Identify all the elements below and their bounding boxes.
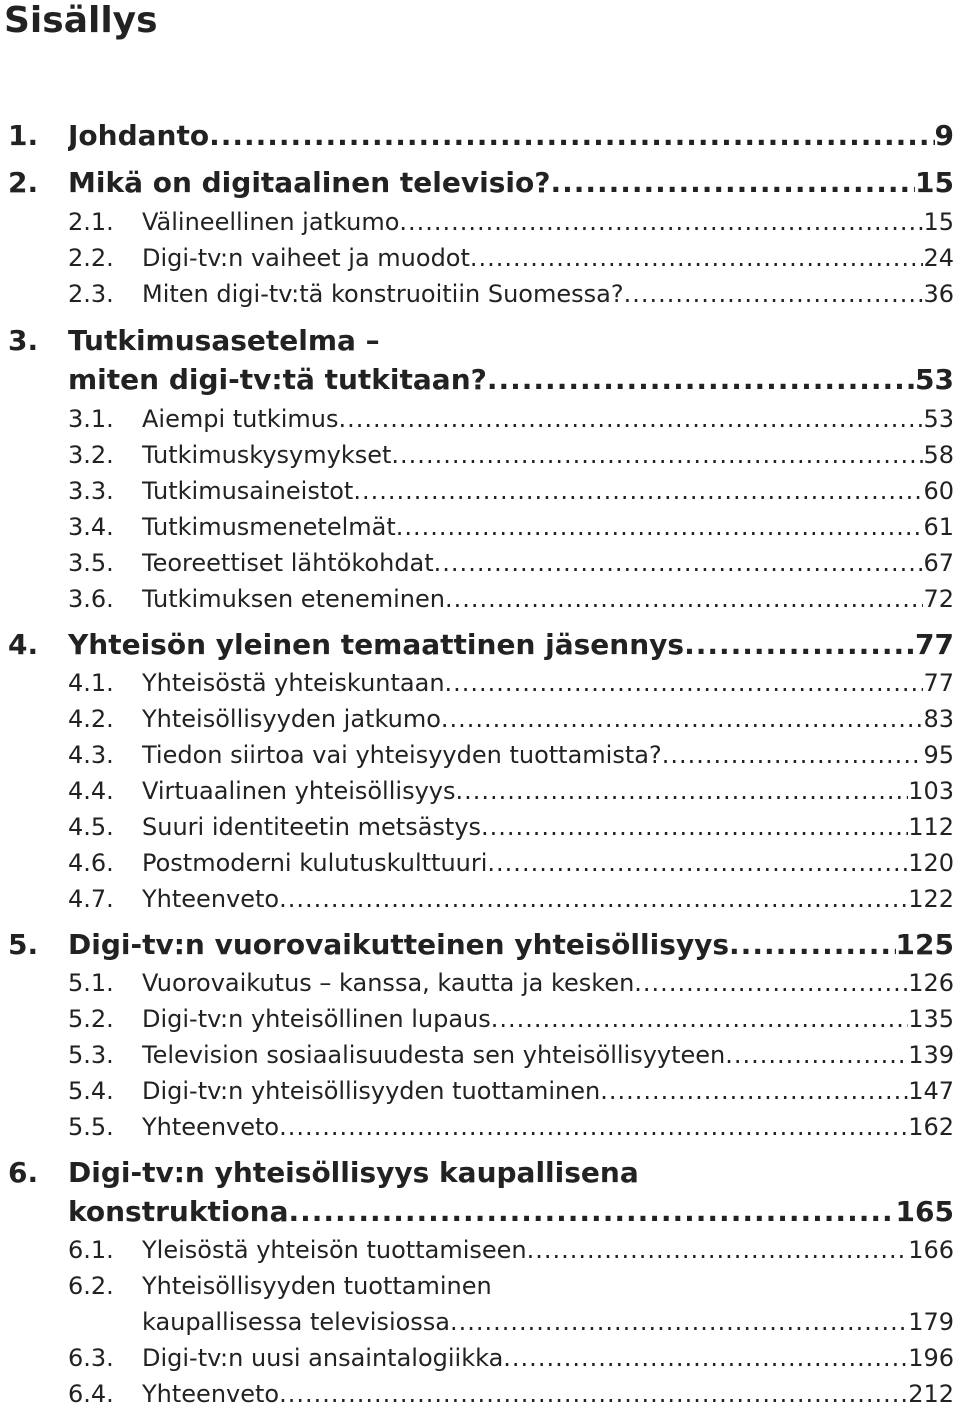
toc-entry-title: kaupallisessa televisiossa [142,1308,451,1336]
toc-entry-title: Yhteenveto [142,885,280,913]
toc-number: 3.3. [68,477,114,505]
toc-chapter-row [0,165,960,201]
toc-entry-title: Postmoderni kulutuskulttuuri [142,849,488,877]
toc-entry [142,401,954,437]
toc-entry-title: Tutkimusaineistot [142,477,354,505]
toc-page-number: 36 [923,280,954,308]
toc-page-number: 139 [908,1041,954,1069]
toc-section-row [0,773,960,809]
toc-page-number: 135 [908,1005,954,1033]
toc-number: 4.5. [68,813,114,841]
toc-entry [142,437,954,473]
toc-entry [142,1304,954,1340]
toc-entry [142,1109,954,1145]
dot-leader [434,545,924,581]
dot-leader [279,1109,908,1145]
toc-number: 1. [8,119,39,152]
toc-section-row [0,665,960,701]
toc-entry [142,1340,954,1376]
dot-leader [600,1073,908,1109]
toc-page-number: 179 [908,1308,954,1336]
toc-entry-title: Aiempi tutkimus [142,405,339,433]
dot-leader [487,845,908,881]
toc-entry-title: Tutkimuskysymykset [142,441,392,469]
toc-entry-title: Teoreettiset lähtökohdat [142,549,434,577]
toc-entry [142,473,954,509]
toc-chapter-row [0,362,960,398]
toc-number: 5.3. [68,1041,114,1069]
toc-page-number: 61 [923,513,954,541]
toc-section-row [0,581,960,617]
toc-section-row [0,881,960,917]
toc-page-number: 60 [923,477,954,505]
dot-leader [481,809,908,845]
toc-entry [142,276,954,312]
toc-number: 4.7. [68,885,114,913]
toc-number: 4.4. [68,777,114,805]
toc-page-number: 196 [908,1344,954,1372]
toc-page-number: 166 [908,1236,954,1264]
toc-page-number: 212 [908,1380,954,1408]
dot-leader [550,165,915,201]
page-title: Sisällys [4,0,158,41]
toc-page-number: 125 [895,928,954,961]
toc-entry-title: Välineellinen jatkumo [142,208,400,236]
toc-entry [142,1232,954,1268]
toc-entry [68,627,954,663]
toc-chapter-row [0,118,960,154]
toc-entry-title: Digi-tv:n yhteisöllisyyden tuottaminen [142,1077,601,1105]
toc-entry [68,362,954,398]
toc-page-number: 95 [923,741,954,769]
dot-leader [279,881,908,917]
toc-entry [142,965,954,1001]
toc-section-row [0,1232,960,1268]
toc-chapter-row [0,927,960,963]
toc-number: 3. [8,324,39,357]
dot-leader [634,965,908,1001]
toc-page-number: 165 [895,1195,954,1228]
toc-section-row [0,473,960,509]
toc-number: 6.4. [68,1380,114,1408]
dot-leader [209,118,934,154]
toc-section-row [0,737,960,773]
toc-section-row [0,204,960,240]
toc-section-row [0,545,960,581]
toc-entry [142,773,954,809]
toc-entry-title: Mikä on digitaalinen televisio? [68,166,551,199]
toc-section-row [0,809,960,845]
toc-section-row [0,276,960,312]
toc-entry [142,581,954,617]
toc-section-row [0,1268,960,1304]
toc-entry [68,165,954,201]
toc-section-row [0,845,960,881]
toc-section-row [0,1001,960,1037]
toc-section-row [0,1073,960,1109]
dot-leader [353,473,923,509]
toc-page-number: 24 [923,244,954,272]
toc-section-row [0,1037,960,1073]
toc-entry-title: Television sosiaalisuudesta sen yhteisöllisyyteen [142,1041,726,1069]
toc-entry-title: Digi-tv:n uusi ansaintalogiikka [142,1344,504,1372]
toc-page-number: 103 [908,777,954,805]
toc-number: 6. [8,1156,39,1189]
toc-number: 4. [8,628,39,661]
toc-page-number: 126 [908,969,954,997]
toc-number: 5.4. [68,1077,114,1105]
toc-chapter-row [0,1194,960,1230]
toc-page-number: 15 [915,166,954,199]
toc-page-number: 83 [923,705,954,733]
toc-entry-title: Yhteisöllisyyden jatkumo [142,705,441,733]
toc-number: 4.2. [68,705,114,733]
toc-page-number: 58 [923,441,954,469]
toc-entry-title: Virtuaalinen yhteisöllisyys [142,777,456,805]
toc-page-number: 15 [923,208,954,236]
toc-section-row [0,1109,960,1145]
toc-chapter-row [0,323,960,359]
dot-leader [445,581,924,617]
toc-entry [142,1073,954,1109]
toc-entry-title: Tutkimuksen eteneminen [142,585,445,613]
toc-entry-title: Suuri identiteetin metsästys [142,813,482,841]
toc-entry-title: Digi-tv:n vaiheet ja muodot [142,244,470,272]
toc-entry-title: Yhteisöllisyyden tuottaminen [142,1272,492,1300]
toc-entry [142,809,954,845]
toc-section-row [0,1304,960,1340]
toc-number: 3.4. [68,513,114,541]
dot-leader [399,204,923,240]
toc-section-row [0,1340,960,1376]
toc-number: 2.2. [68,244,114,272]
dot-leader [503,1340,908,1376]
toc-entry-title: Yhteenveto [142,1113,280,1141]
toc-page-number: 72 [923,585,954,613]
dot-leader [662,737,924,773]
toc-entry-title: Vuorovaikutus – kanssa, kautta ja kesken [142,969,635,997]
toc-entry-title: miten digi-tv:tä tutkitaan? [68,363,487,396]
toc-entry [142,509,954,545]
dot-leader [279,1376,908,1412]
toc-page-number: 9 [934,119,954,152]
dot-leader [684,627,915,663]
toc-entry-title: Tutkimusmenetelmät [142,513,396,541]
toc-entry [142,1001,954,1037]
toc-entry [142,845,954,881]
dot-leader [470,240,924,276]
toc-entry [142,240,954,276]
toc-entry-title: Tutkimusasetelma – [68,324,380,357]
toc-number: 4.3. [68,741,114,769]
toc-entry [142,737,954,773]
toc-chapter-row [0,1155,960,1191]
toc-entry-title: Yhteenveto [142,1380,280,1408]
toc-entry [142,701,954,737]
toc-page-number: 162 [908,1113,954,1141]
toc-entry-title: Yhteisöstä yhteiskuntaan [142,669,445,697]
toc-section-row [0,965,960,1001]
toc-entry [142,881,954,917]
toc-number: 3.2. [68,441,114,469]
toc-entry [142,665,954,701]
toc-entry-title: Miten digi-tv:tä konstruoitiin Suomessa? [142,280,624,308]
toc-entry-title: Johdanto [68,119,210,152]
toc-page-number: 53 [915,363,954,396]
toc-entry-title: Yleisöstä yhteisön tuottamiseen [142,1236,527,1264]
toc-section-row [0,401,960,437]
toc-page-number: 77 [915,628,954,661]
toc-page-number: 147 [908,1077,954,1105]
toc-page-number: 77 [923,669,954,697]
toc-entry-title: konstruktiona [68,1195,289,1228]
dot-leader [338,401,923,437]
dot-leader [725,1037,908,1073]
dot-leader [450,1304,908,1340]
toc-number: 6.2. [68,1272,114,1300]
dot-leader [289,1194,896,1230]
toc-entry [142,204,954,240]
toc-page-number: 122 [908,885,954,913]
dot-leader [487,362,915,398]
toc-entry [142,1376,954,1412]
toc-number: 3.5. [68,549,114,577]
toc-number: 3.6. [68,585,114,613]
dot-leader [455,773,908,809]
toc-number: 5.1. [68,969,114,997]
dot-leader [624,276,924,312]
dot-leader [445,665,924,701]
toc-number: 4.6. [68,849,114,877]
toc-section-row [0,509,960,545]
toc-number: 2.3. [68,280,114,308]
dot-leader [391,437,923,473]
toc-entry-title: Digi-tv:n yhteisöllinen lupaus [142,1005,491,1033]
toc-entry [68,927,954,963]
toc-number: 2. [8,166,39,199]
dot-leader [441,701,924,737]
toc-page-number: 112 [908,813,954,841]
toc-number: 2.1. [68,208,114,236]
dot-leader [729,927,896,963]
toc-number: 6.1. [68,1236,114,1264]
toc-entry [68,118,954,154]
toc-number: 3.1. [68,405,114,433]
toc-number: 4.1. [68,669,114,697]
toc-page-number: 53 [923,405,954,433]
toc-chapter-row [0,627,960,663]
toc-entry [142,1037,954,1073]
toc-page-number: 120 [908,849,954,877]
dot-leader [396,509,924,545]
toc-number: 6.3. [68,1344,114,1372]
toc-entry-title: Digi-tv:n vuorovaikutteinen yhteisöllisyys [68,928,730,961]
toc-section-row [0,437,960,473]
dot-leader [527,1232,909,1268]
toc-entry-title: Digi-tv:n yhteisöllisyys kaupallisena [68,1156,639,1189]
toc-section-row [0,1376,960,1412]
toc-page-number: 67 [923,549,954,577]
toc-entry-title: Tiedon siirtoa vai yhteisyyden tuottamista? [142,741,662,769]
toc-entry [142,545,954,581]
toc-entry-title: Yhteisön yleinen temaattinen jäsennys [68,628,685,661]
toc-number: 5.5. [68,1113,114,1141]
toc-number: 5.2. [68,1005,114,1033]
toc-entry [68,1194,954,1230]
toc-number: 5. [8,928,39,961]
toc-section-row [0,701,960,737]
dot-leader [491,1001,908,1037]
toc-section-row [0,240,960,276]
